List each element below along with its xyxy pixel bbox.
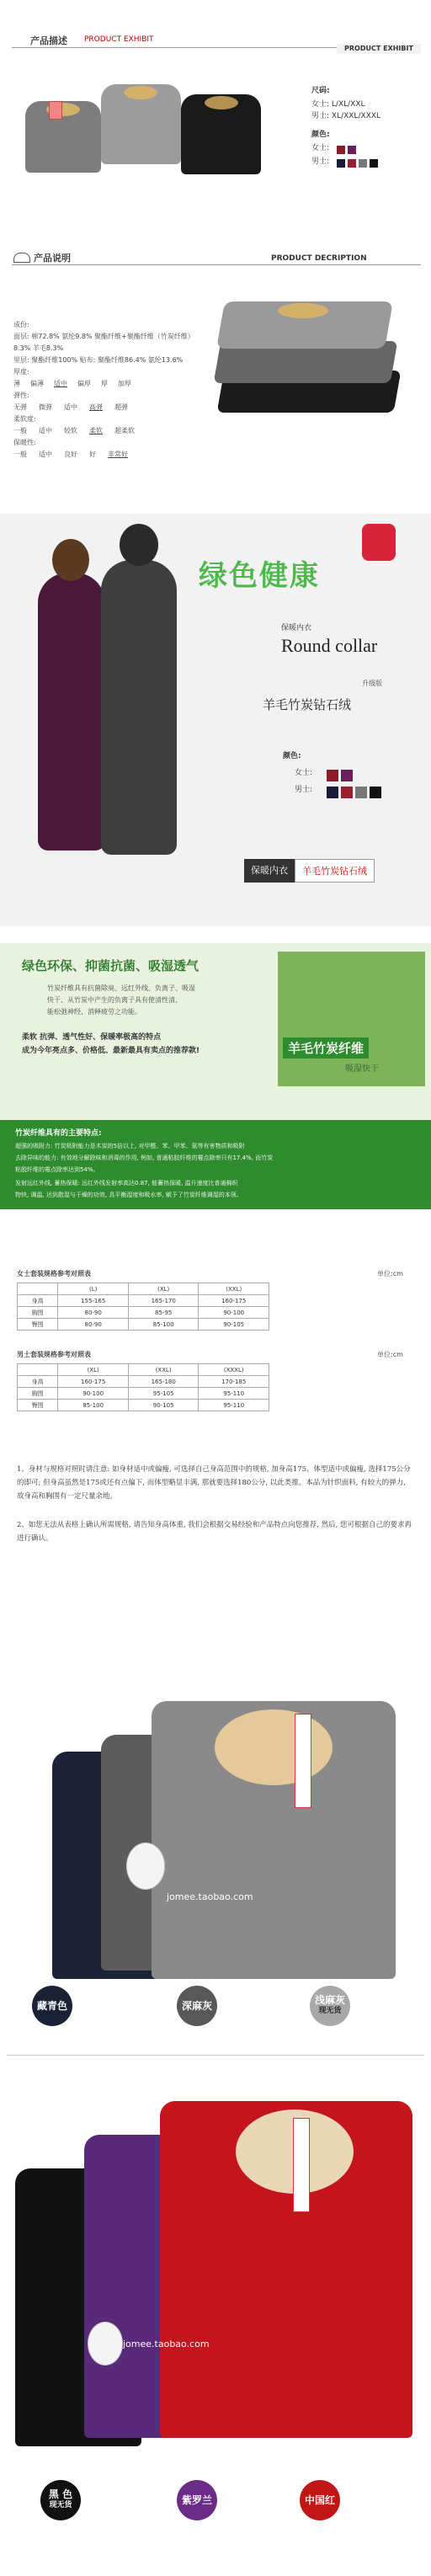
model-male-head [120,524,158,566]
option: 好 [89,451,96,458]
swatch [337,146,345,154]
soft-label: 柔软度: [13,415,36,423]
photo-color-set [0,2084,431,2576]
banner-female-swatches [327,766,355,782]
swatch [337,159,345,168]
option: 适中 [39,427,52,435]
green-desc-1: 竹炭纤维具有抗菌除臭、远红外线、负离子、吸湿 [47,984,195,992]
table-cell: (XXL) [199,1283,269,1295]
option: 厚 [101,380,108,387]
green-desc-3: 能松弛神经、消释疲劳之功能。 [47,1008,141,1016]
photo2-watermark: jomee.taobao.com [123,2339,210,2349]
swatch [327,770,338,781]
table-cell: 95-110 [199,1388,269,1400]
swatch [348,159,356,168]
label-text: 藏青色 [36,1999,67,2012]
table-cell: 身高 [18,1295,58,1307]
composition-line-1: 成份: [13,321,29,328]
ribbon-left: 保暖内衣 [244,859,295,883]
swatch [341,787,353,798]
banner-subtitle-en: Round collar [281,635,378,656]
size-label: 尺码: [311,87,330,95]
warm-options [13,450,216,459]
option-selected: 非常好 [108,451,128,458]
feature-bar-text-4: 发射远红外线, 蓄热保暖: 远红外线发射率高达0.87, 能蓄热保暖, 温升速度比普通棉织 [15,1180,238,1187]
green-desc-4: 柔软 抗弹、透气性好、保暖率极高的特点 [22,1033,162,1042]
sold-out-text: 现无货 [49,2501,72,2509]
elastic-options [13,403,216,412]
table-cell: (XL) [128,1283,199,1295]
table-row [18,1307,269,1319]
option: 超柔软 [114,427,135,435]
table-cell: 170-185 [199,1376,269,1388]
color-label-lightgrey [310,1986,350,2026]
section1-title-cn: 产品描述 [30,35,67,46]
green-desc-2: 快干、从竹炭中产生的负离子具有使清性清、 [47,996,182,1004]
thickness-options [13,379,216,388]
table-cell: 85-100 [58,1400,129,1411]
size-tables [0,1259,431,1543]
section-product-description [0,236,431,472]
model-female-head [52,539,89,581]
banner-color-label: 颜色: [283,752,301,760]
table-row [18,1283,269,1295]
male-color-swatches [337,154,380,170]
gift-ribbon-icon [362,524,396,561]
swatch [327,787,338,798]
male-sizes: 男士: XL/XXL/XXXL [311,112,380,120]
feature-bar-text-2: 去除异味的能力: 有效地分解除味和消毒的作用, 例如, 普通粘胶纤维的霉点除率只有17.4%, 而竹炭 [15,1155,274,1161]
green-headline: 绿色环保、抑菌抗菌、吸湿透气 [22,958,200,973]
option: 良好 [64,451,77,458]
banner-product: 羊毛竹炭钻石绒 [263,697,352,712]
table-cell: 胸围 [18,1388,58,1400]
option: 一般 [13,451,27,458]
option: 偏厚 [77,380,91,387]
table-row [18,1388,269,1400]
table-cell: (XL) [58,1364,129,1376]
table-cell: 165-170 [128,1295,199,1307]
table-cell: 80-90 [58,1319,129,1331]
women-size-table [17,1283,269,1331]
section2-title-en: PRODUCT DECRIPTION [271,254,367,263]
photo-grey-set [0,1651,431,2072]
green-desc-5: 成为今年亮点多、价格低、最新最具有卖点的推荐款! [22,1047,200,1055]
label-text: 紫罗兰 [181,2493,212,2506]
label-text: 深麻灰 [181,1999,212,2012]
banner-tag: 升级版 [362,680,382,687]
swatch [370,787,381,798]
table-cell: 85-100 [128,1319,199,1331]
table-cell: 80-90 [58,1307,129,1319]
option-selected: 柔软 [89,427,103,435]
swatch [370,159,378,168]
banner-green-health [0,514,431,926]
label-text: 中国红 [304,2493,335,2506]
ribbon-right: 羊毛竹炭钻石绒 [295,859,375,883]
label-text: 黑 色 [48,2488,73,2500]
color-label-navy [32,1986,72,2026]
warm-label: 保暖性: [13,439,36,446]
note-1: 1、身材与规格对照时请注意: 如身材适中或偏瘦, 可选择自己身高范围中的规格, 加身高175、体型适中或偏瘦, 选择175公分的即可; 但身高虽然是175或还有点偏下, 而体型略显丰满, 那就要选择180公分, 以此类推。本品为针织面料, 有较大的弹力, 故身高和胸围有一定尺量余地。 [17,1465,411,1501]
brand-logo [88,2322,123,2365]
option: 无弹 [13,403,27,411]
section-product-exhibit [0,0,431,194]
table-row [18,1376,269,1388]
option: 加厚 [118,380,131,387]
table-row [18,1295,269,1307]
banner-female-label: 女士: [295,769,313,777]
table-row [18,1364,269,1376]
table-cell: 身高 [18,1376,58,1388]
table-cell: (XXL) [128,1364,199,1376]
product-shirt-lightgrey-collar [124,86,157,99]
table-cell: 165-180 [128,1376,199,1388]
elastic-label: 弹性: [13,392,29,399]
female-sizes: 女士: L/XL/XXL [311,100,365,109]
option: 偏薄 [30,380,44,387]
table-row [18,1400,269,1411]
female-color-label: 女士: [311,144,330,152]
fiber-title: 羊毛竹炭纤维 [283,1037,369,1059]
swatch [348,146,356,154]
table-cell: 90-105 [199,1319,269,1331]
banner-title: 绿色健康 [199,559,320,593]
table-cell: 155-165 [58,1295,129,1307]
option: 适中 [39,451,52,458]
men-size-table [17,1363,269,1411]
brand-logo [126,1843,165,1890]
option-selected: 适中 [54,380,67,387]
option: 较软 [64,427,77,435]
swatch [341,770,353,781]
banner-male-label: 男士: [295,786,313,794]
swatch [359,159,367,168]
swatch [355,787,367,798]
shirt-collar-lining [215,1709,333,1785]
green-feature-section [0,943,431,1120]
men-table-unit: 单位:cm [377,1351,403,1358]
model-female [38,573,105,851]
thickness-label: 厚度: [13,368,29,376]
option: 薄 [13,380,20,387]
banner-male-swatches [327,783,384,799]
feature-bar-text-1: 超强的吸附力: 竹炭吸附能力是木炭的5倍以上, 对甲醛、苯、甲苯、氨等有害物质和吸附 [15,1143,245,1149]
fiber-subtitle: 吸湿快干 [345,1064,379,1074]
banner-ribbon [244,859,421,883]
model-male [101,560,177,855]
table-cell: 160-175 [199,1295,269,1307]
divider [7,2055,424,2056]
photo1-watermark: jomee.taobao.com [167,1891,253,1902]
hanger-icon [13,253,30,263]
table-cell: 95-110 [199,1400,269,1411]
table-cell: 90-100 [199,1307,269,1319]
table-row [18,1319,269,1331]
section1-tab: PRODUCT EXHIBIT [337,44,421,54]
table-cell: 95-105 [128,1388,199,1400]
color-label: 颜色: [311,131,330,139]
table-cell [18,1283,58,1295]
table-cell: 胸围 [18,1307,58,1319]
table-cell: 160-175 [58,1376,129,1388]
divider [12,264,421,265]
label-text: 浅麻灰 [314,1994,345,2006]
note-2: 2、如您无法从表格上确认所需规格, 请告知身高体重, 我们会根据交易经验和产品特点向您推荐, 然后, 您可根据自己的要求再进行确认。 [17,1521,412,1543]
option: 微弹 [39,403,52,411]
women-table-title: 女士套装规格参考对照表 [17,1270,91,1277]
men-table-title: 男士套装规格参考对照表 [17,1351,91,1358]
section2-title-cn: 产品说明 [34,253,71,264]
option: 超弹 [114,403,128,411]
feature-bar-title: 竹炭纤维具有的主要特点: [15,1129,102,1138]
section1-title-en: PRODUCT EXHIBIT [84,35,154,44]
table-cell: 90-100 [58,1388,129,1400]
banner-subtitle-cn: 保暖内衣 [281,624,312,632]
color-label-red [300,2480,340,2520]
option: 适中 [64,403,77,411]
folded-shirt-collar [278,303,328,318]
male-color-label: 男士: [311,157,330,166]
option-selected: 高弹 [89,403,103,411]
feature-bar-text-3: 粘胶纤维的霉点除率达到54%。 [15,1166,99,1173]
composition-line-2: 面层: 棉72.8% 氨纶9.8% 聚酯纤维+聚酯纤维（竹炭纤维） [13,333,194,340]
product-shirt-black-collar [205,96,238,109]
color-label-darkgrey [177,1986,217,2026]
price-tag-icon [293,2118,310,2212]
table-cell: 臀围 [18,1319,58,1331]
table-cell: 臀围 [18,1400,58,1411]
table-cell: (XXXL) [199,1364,269,1376]
sold-out-text: 现无货 [318,2007,342,2015]
table-cell: 85-95 [128,1307,199,1319]
table-cell: 90-105 [128,1400,199,1411]
feature-bar-text-5: 物快, 调温, 达到散湿与干燥的功效, 具平衡湿度和吸水率, 赋予了竹炭纤维调湿的本领。 [15,1192,242,1198]
table-cell [18,1364,58,1376]
women-table-unit: 单位:cm [377,1270,403,1277]
color-label-black [40,2480,81,2520]
soft-options [13,426,216,435]
price-tag-icon [49,101,62,120]
feature-bar [0,1120,431,1209]
color-label-purple [177,2480,217,2520]
composition-line-4: 里层: 聚酯纤维100% 贴布: 聚酯纤维86.4% 氨纶13.6% [13,356,184,364]
composition-line-3: 8.3% 羊毛8.3% [13,344,64,352]
option: 一般 [13,427,27,435]
table-cell: (L) [58,1283,129,1295]
price-tag-icon [295,1714,311,1808]
